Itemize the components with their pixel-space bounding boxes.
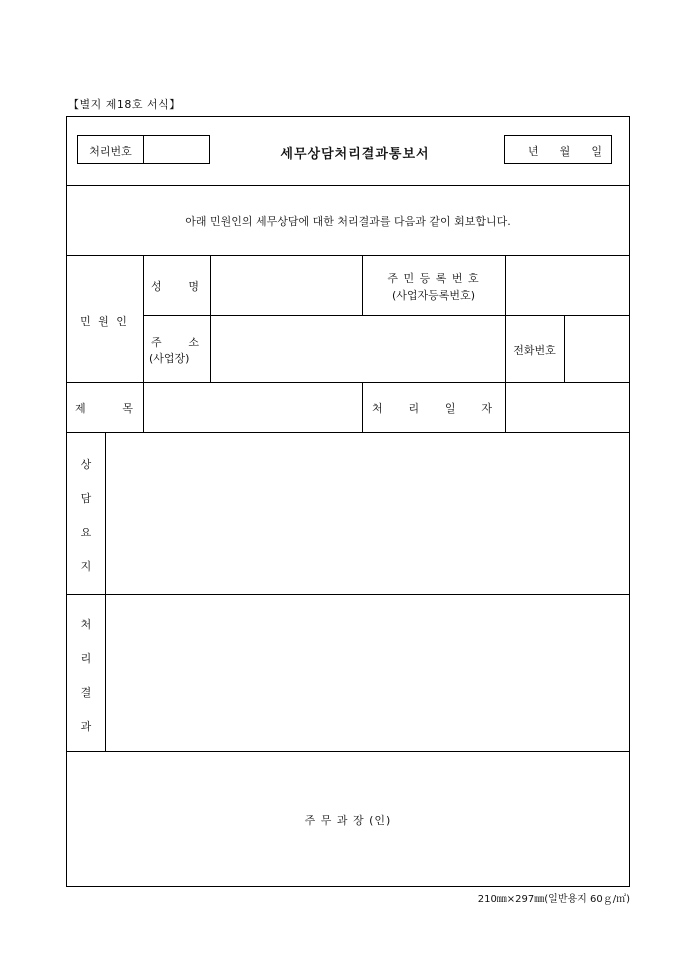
subject-label: 제 목: [75, 402, 133, 415]
address-label: 주 소: [151, 336, 199, 349]
date-fields: [528, 143, 602, 159]
processing-number-label: 처리번호: [89, 145, 132, 158]
rrn-label: 주 민 등 록 번 호: [387, 272, 480, 285]
document-title: 세무상담처리결과통보서: [280, 147, 430, 162]
notice-text: 아래 민원인의 세무상담에 대한 처리결과를 다음과 같이 회보합니다.: [185, 215, 511, 228]
applicant-label: 민 원 인: [80, 315, 129, 328]
date-month-label: 월: [559, 145, 571, 158]
subject-field[interactable]: [146, 388, 359, 428]
date-day-label: 일: [591, 145, 602, 158]
paper-spec: 210㎜×297㎜(일반용지 60ｇ/㎡): [477, 894, 630, 905]
rrn-field[interactable]: [507, 262, 627, 310]
address-field[interactable]: [212, 322, 502, 377]
name-label: 성 명: [151, 280, 199, 293]
phone-field[interactable]: [566, 322, 628, 377]
processing-number-field[interactable]: [145, 143, 208, 157]
signature-line: 주 무 과 장 (인): [304, 814, 392, 827]
processing-date-field[interactable]: [507, 388, 627, 428]
consult-summary-field[interactable]: [110, 438, 625, 588]
date-year-label: 년: [528, 145, 539, 158]
rrn-sublabel: (사업자등록번호): [392, 289, 475, 302]
form-number-label: 【별지 제18호 서식】: [68, 98, 181, 111]
name-field[interactable]: [212, 262, 360, 310]
result-label: 처 리 결 과: [80, 618, 92, 733]
result-field[interactable]: [110, 600, 625, 745]
consult-summary-label: 상 담 요 지: [80, 458, 92, 573]
processing-date-label: 처 리 일 자: [372, 402, 492, 415]
phone-label: 전화번호: [513, 344, 556, 357]
address-sublabel: (사업장): [149, 352, 190, 365]
